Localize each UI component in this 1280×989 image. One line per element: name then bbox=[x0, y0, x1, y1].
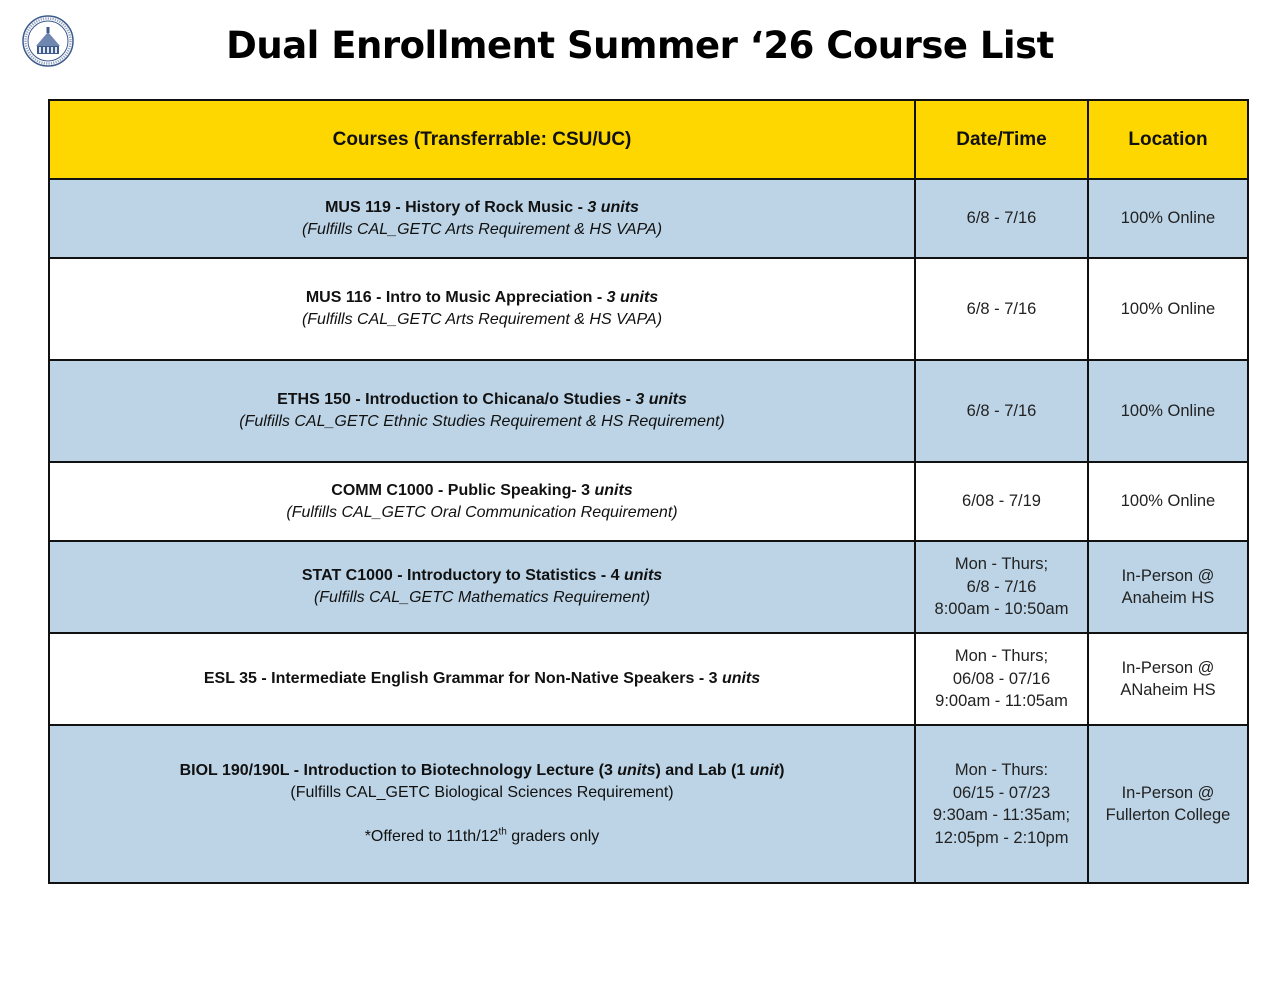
course-units: 3 units bbox=[606, 289, 659, 306]
table-row bbox=[49, 258, 1248, 360]
course-requirement: (Fulfills CAL_GETC Biological Sciences Requirement) bbox=[290, 784, 674, 801]
course-title: MUS 116 - Intro to Music Appreciation - 3 units bbox=[305, 289, 659, 306]
datetime-line: 9:30am - 11:35am; bbox=[932, 806, 1071, 824]
eligibility-note: *Offered to 11th/12th graders only bbox=[364, 826, 600, 845]
course-units: 3 units bbox=[587, 198, 639, 216]
course-units: units bbox=[721, 670, 761, 687]
datetime-cell bbox=[915, 179, 1088, 258]
table-row bbox=[49, 462, 1248, 541]
datetime-cell bbox=[915, 462, 1088, 541]
datetime-line: Mon - Thurs; bbox=[954, 647, 1049, 666]
location-line: 100% Online bbox=[1120, 299, 1216, 318]
location-line: 100% Online bbox=[1120, 209, 1216, 228]
datetime-line: 6/08 - 7/19 bbox=[962, 492, 1041, 511]
datetime-line: 06/08 - 07/16 bbox=[952, 669, 1051, 688]
table-row bbox=[49, 179, 1248, 258]
course-cell bbox=[49, 360, 915, 462]
datetime-line: 6/8 - 7/16 bbox=[966, 299, 1037, 318]
datetime-line: 06/15 - 07/23 bbox=[952, 783, 1051, 802]
course-cell bbox=[49, 541, 915, 633]
table-row bbox=[49, 633, 1248, 725]
course-title: ETHS 150 - Introduction to Chicana/o Studies - 3 units bbox=[277, 391, 687, 408]
course-requirement: (Fulfills CAL_GETC Arts Requirement & HS VAPA) bbox=[301, 220, 663, 238]
location-line: 100% Online bbox=[1120, 492, 1216, 511]
course-requirement: (Fulfills CAL_GETC Arts Requirement & HS VAPA) bbox=[301, 311, 663, 328]
datetime-line: 6/8 - 7/16 bbox=[966, 209, 1037, 228]
course-units: 3 units bbox=[635, 391, 687, 408]
datetime-line: 8:00am - 10:50am bbox=[934, 600, 1069, 619]
course-cell bbox=[49, 462, 915, 541]
column-header-datetime: Date/Time bbox=[915, 100, 1088, 179]
course-cell bbox=[49, 725, 915, 883]
datetime-line: Mon - Thurs: bbox=[954, 761, 1049, 779]
datetime-cell bbox=[915, 541, 1088, 633]
location-cell bbox=[1088, 541, 1248, 633]
datetime-line: 12:05pm - 2:10pm bbox=[934, 828, 1069, 847]
location-line: Anaheim HS bbox=[1121, 589, 1215, 607]
datetime-line: 6/8 - 7/16 bbox=[966, 577, 1037, 596]
course-requirement: (Fulfills CAL_GETC Oral Communication Requirement) bbox=[286, 503, 678, 521]
location-cell bbox=[1088, 179, 1248, 258]
page-title: Dual Enrollment Summer ‘26 Course List bbox=[226, 24, 1054, 67]
datetime-cell bbox=[915, 258, 1088, 360]
course-requirement: (Fulfills CAL_GETC Ethnic Studies Requirement & HS Requirement) bbox=[239, 413, 725, 430]
location-cell bbox=[1088, 725, 1248, 883]
table-row bbox=[49, 541, 1248, 633]
table-row bbox=[49, 360, 1248, 462]
column-header-location: Location bbox=[1088, 100, 1248, 179]
location-cell bbox=[1088, 360, 1248, 462]
course-title: COMM C1000 - Public Speaking- 3 units bbox=[331, 481, 633, 499]
course-requirement: (Fulfills CAL_GETC Mathematics Requirement) bbox=[313, 589, 651, 606]
datetime-line: 6/8 - 7/16 bbox=[966, 401, 1037, 420]
course-title: MUS 119 - History of Rock Music - 3 units bbox=[325, 198, 639, 216]
location-line: Fullerton College bbox=[1105, 806, 1231, 824]
location-line: In-Person @ bbox=[1121, 658, 1215, 677]
location-line: 100% Online bbox=[1120, 401, 1216, 420]
location-cell bbox=[1088, 462, 1248, 541]
location-cell bbox=[1088, 633, 1248, 725]
location-line: ANaheim HS bbox=[1120, 681, 1216, 699]
datetime-cell bbox=[915, 725, 1088, 883]
datetime-cell bbox=[915, 633, 1088, 725]
course-units: units bbox=[623, 567, 663, 584]
course-title: ESL 35 - Intermediate English Grammar for Non-Native Speakers - 3 units bbox=[203, 670, 761, 687]
course-table bbox=[48, 99, 1249, 884]
location-line: In-Person @ bbox=[1121, 566, 1215, 585]
table-row bbox=[49, 725, 1248, 883]
location-cell bbox=[1088, 258, 1248, 360]
course-title: STAT C1000 - Introductory to Statistics - 4 units bbox=[301, 567, 663, 584]
column-header-course: Courses (Transferrable: CSU/UC) bbox=[49, 100, 915, 179]
course-cell bbox=[49, 258, 915, 360]
course-cell bbox=[49, 179, 915, 258]
table-header-row bbox=[49, 100, 1248, 179]
datetime-line: 9:00am - 11:05am bbox=[935, 692, 1068, 711]
course-cell bbox=[49, 633, 915, 725]
datetime-line: Mon - Thurs; bbox=[954, 555, 1049, 574]
location-line: In-Person @ bbox=[1121, 783, 1215, 802]
course-title: BIOL 190/190L - Introduction to Biotechnology Lecture (3 units) and Lab (1 unit) bbox=[179, 762, 785, 779]
course-units: units bbox=[594, 481, 633, 499]
datetime-cell bbox=[915, 360, 1088, 462]
